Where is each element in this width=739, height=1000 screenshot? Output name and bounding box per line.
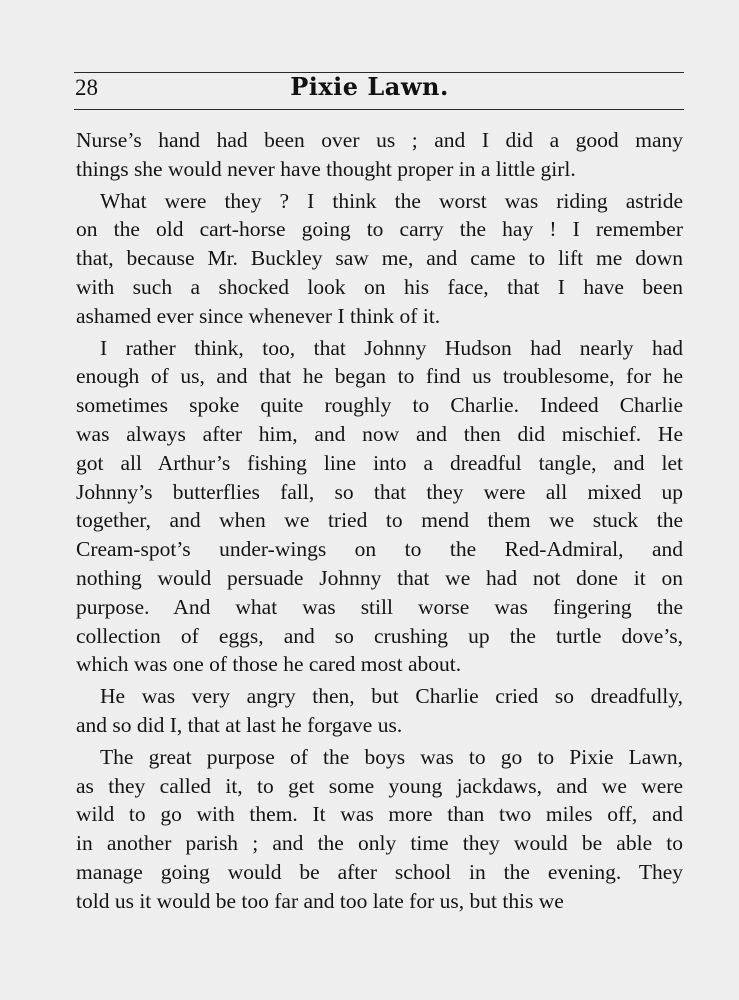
- text-line: ashamed ever since whenever I think of it.: [76, 303, 441, 328]
- running-title: Pixie Lawn.: [290, 72, 449, 101]
- text-line: sometimes spoke quite roughly to Charlie. Indeed Charlie: [76, 393, 683, 418]
- text-line: manage going would be after school in the evening. They: [76, 859, 683, 884]
- text-line: which was one of those he cared most about.: [76, 652, 462, 677]
- text-line: He was very angry then, but Charlie cried so dreadfully,: [100, 684, 683, 709]
- text-line: Nurse’s hand had been over us ; and I did a good many: [76, 128, 683, 152]
- paragraph: [76, 334, 683, 680]
- page-number: 28: [75, 75, 98, 100]
- text-line: and so did I, that at last he forgave us.: [76, 712, 403, 737]
- text-line: collection of eggs, and so crushing up the turtle dove’s,: [76, 623, 683, 648]
- text-line: I rather think, too, that Johnny Hudson had nearly had: [100, 335, 683, 360]
- text-line: Johnny’s butterflies fall, so that they were all mixed up: [76, 479, 683, 504]
- text-line: together, and when we tried to mend them we stuck the: [76, 508, 683, 533]
- header-rule-bottom: [74, 109, 684, 110]
- body-text: [76, 126, 683, 916]
- text-line: got all Arthur’s fishing line into a dreadful tangle, and let: [76, 450, 683, 475]
- text-line: things she would never have thought proper in a little girl.: [76, 156, 576, 181]
- text-line: on the old cart-horse going to carry the hay ! I remember: [76, 217, 683, 242]
- paragraph: [76, 126, 683, 184]
- paragraph: [76, 743, 683, 916]
- text-line: was always after him, and now and then did mischief. He: [76, 421, 683, 446]
- text-line: Cream-spot’s under-wings on to the Red-Admiral, and: [76, 537, 683, 562]
- text-line: told us it would be too far and too late for us, but this we: [76, 888, 564, 913]
- text-line: The great purpose of the boys was to go to Pixie Lawn,: [100, 744, 683, 769]
- text-line: nothing would persuade Johnny that we had not done it on: [76, 565, 683, 590]
- text-line: that, because Mr. Buckley saw me, and came to lift me down: [76, 246, 683, 271]
- paragraph: [76, 682, 683, 740]
- text-line: wild to go with them. It was more than two miles off, and: [76, 802, 683, 827]
- text-line: enough of us, and that he began to find us troublesome, for he: [76, 364, 683, 389]
- text-line: with such a shocked look on his face, that I have been: [76, 274, 683, 299]
- text-line: purpose. And what was still worse was fingering the: [76, 594, 683, 619]
- text-line: as they called it, to get some young jackdaws, and we were: [76, 773, 683, 798]
- text-line: in another parish ; and the only time they would be able to: [76, 831, 683, 856]
- text-line: What were they ? I think the worst was riding astride: [100, 188, 683, 213]
- paragraph: [76, 187, 683, 331]
